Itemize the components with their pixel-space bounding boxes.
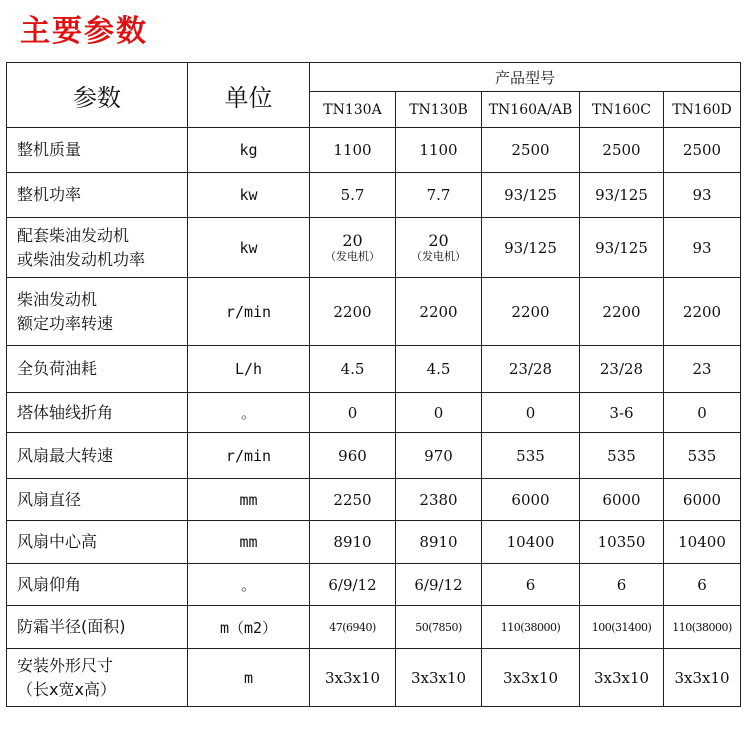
- spec-table: [6, 62, 741, 707]
- unit-cell: mm: [188, 479, 310, 521]
- param-line-2: 额定功率转速: [17, 313, 114, 333]
- value-cell: 93: [664, 218, 741, 278]
- value-cell: 93/125: [482, 218, 580, 278]
- value-cell: 6/9/12: [396, 564, 482, 606]
- header-unit: 单位: [188, 63, 310, 128]
- table-row: [7, 393, 741, 433]
- value-cell: 47(6940): [310, 606, 396, 649]
- value-cell: 3x3x10: [396, 649, 482, 707]
- value-cell: 2500: [482, 128, 580, 173]
- value-cell: [310, 218, 396, 278]
- param-name: [7, 649, 188, 707]
- table-row: [7, 346, 741, 393]
- value-cell: 0: [664, 393, 741, 433]
- param-line-1: 柴油发动机: [17, 289, 98, 309]
- page-title: 主要参数: [20, 14, 148, 49]
- value-cell: 3x3x10: [310, 649, 396, 707]
- value-cell: 6000: [664, 479, 741, 521]
- value-cell: 10400: [482, 521, 580, 564]
- unit-cell: 。: [188, 564, 310, 606]
- value-cell: 6: [580, 564, 664, 606]
- unit-cell: L/h: [188, 346, 310, 393]
- value-cell: 960: [310, 433, 396, 479]
- value-note: （发电机）: [411, 249, 466, 263]
- header-model: TN130B: [396, 92, 482, 128]
- table-row: [7, 479, 741, 521]
- value-cell: 0: [310, 393, 396, 433]
- value-cell: 3x3x10: [580, 649, 664, 707]
- value-cell: 8910: [396, 521, 482, 564]
- value-cell: 2200: [310, 278, 396, 346]
- unit-cell: 。: [188, 393, 310, 433]
- value-cell: 6/9/12: [310, 564, 396, 606]
- value-cell: 0: [482, 393, 580, 433]
- value-cell: 2200: [482, 278, 580, 346]
- table-row: [7, 521, 741, 564]
- unit-cell: mm: [188, 521, 310, 564]
- param-line-2: （长x宽x高）: [17, 679, 116, 699]
- value-note: （发电机）: [325, 249, 380, 263]
- param-name: 风扇直径: [7, 479, 188, 521]
- value-cell: 93/125: [580, 218, 664, 278]
- param-name: 防霜半径(面积): [7, 606, 188, 649]
- table-row: [7, 218, 741, 278]
- param-name: 风扇中心高: [7, 521, 188, 564]
- value-cell: 100(31400): [580, 606, 664, 649]
- value-cell: 6000: [482, 479, 580, 521]
- param-line-1: 配套柴油发动机: [17, 225, 130, 245]
- unit-cell: m: [188, 649, 310, 707]
- value-cell: 93/125: [482, 173, 580, 218]
- table-row: [7, 649, 741, 707]
- value-cell: 6000: [580, 479, 664, 521]
- value-cell: 23: [664, 346, 741, 393]
- table-row: [7, 278, 741, 346]
- value-cell: 2200: [396, 278, 482, 346]
- param-name: [7, 218, 188, 278]
- table-row: [7, 433, 741, 479]
- table-row: [7, 173, 741, 218]
- unit-cell: kw: [188, 218, 310, 278]
- value-cell: 2200: [664, 278, 741, 346]
- header-model-group: 产品型号: [310, 63, 741, 92]
- header-model: TN160A/AB: [482, 92, 580, 128]
- param-name: 塔体轴线折角: [7, 393, 188, 433]
- unit-cell: m（m2）: [188, 606, 310, 649]
- value-cell: 10350: [580, 521, 664, 564]
- header-model: TN130A: [310, 92, 396, 128]
- value-cell: 50(7850): [396, 606, 482, 649]
- table-row: [7, 606, 741, 649]
- unit-cell: r/min: [188, 278, 310, 346]
- value-cell: 535: [482, 433, 580, 479]
- value-cell: 2500: [664, 128, 741, 173]
- unit-cell: r/min: [188, 433, 310, 479]
- param-name: 整机功率: [7, 173, 188, 218]
- value-cell: 4.5: [396, 346, 482, 393]
- unit-cell: kw: [188, 173, 310, 218]
- value-cell: 535: [664, 433, 741, 479]
- value-cell: 3x3x10: [664, 649, 741, 707]
- value-cell: 2500: [580, 128, 664, 173]
- value-main: 20: [342, 230, 363, 250]
- value-cell: [396, 218, 482, 278]
- value-cell: 23/28: [580, 346, 664, 393]
- value-cell: 535: [580, 433, 664, 479]
- value-cell: 93/125: [580, 173, 664, 218]
- value-cell: 1100: [396, 128, 482, 173]
- param-line-2: 或柴油发动机功率: [17, 249, 146, 269]
- value-main: 20: [428, 230, 449, 250]
- param-name: 风扇仰角: [7, 564, 188, 606]
- value-cell: 6: [482, 564, 580, 606]
- value-cell: 7.7: [396, 173, 482, 218]
- table-row: [7, 564, 741, 606]
- param-line-1: 安装外形尺寸: [17, 655, 114, 675]
- value-cell: 0: [396, 393, 482, 433]
- value-cell: 2200: [580, 278, 664, 346]
- value-cell: 23/28: [482, 346, 580, 393]
- value-cell: 1100: [310, 128, 396, 173]
- header-model: TN160D: [664, 92, 741, 128]
- param-name: 整机质量: [7, 128, 188, 173]
- value-cell: 2380: [396, 479, 482, 521]
- param-name: [7, 278, 188, 346]
- value-cell: 93: [664, 173, 741, 218]
- value-cell: 2250: [310, 479, 396, 521]
- value-cell: 10400: [664, 521, 741, 564]
- unit-cell: kg: [188, 128, 310, 173]
- value-cell: 4.5: [310, 346, 396, 393]
- value-cell: 6: [664, 564, 741, 606]
- table-row: [7, 128, 741, 173]
- value-cell: 3x3x10: [482, 649, 580, 707]
- value-cell: 110(38000): [482, 606, 580, 649]
- param-name: 风扇最大转速: [7, 433, 188, 479]
- param-name: 全负荷油耗: [7, 346, 188, 393]
- header-model: TN160C: [580, 92, 664, 128]
- value-cell: 3-6: [580, 393, 664, 433]
- value-cell: 970: [396, 433, 482, 479]
- header-param: 参数: [7, 63, 188, 128]
- value-cell: 5.7: [310, 173, 396, 218]
- value-cell: 8910: [310, 521, 396, 564]
- value-cell: 110(38000): [664, 606, 741, 649]
